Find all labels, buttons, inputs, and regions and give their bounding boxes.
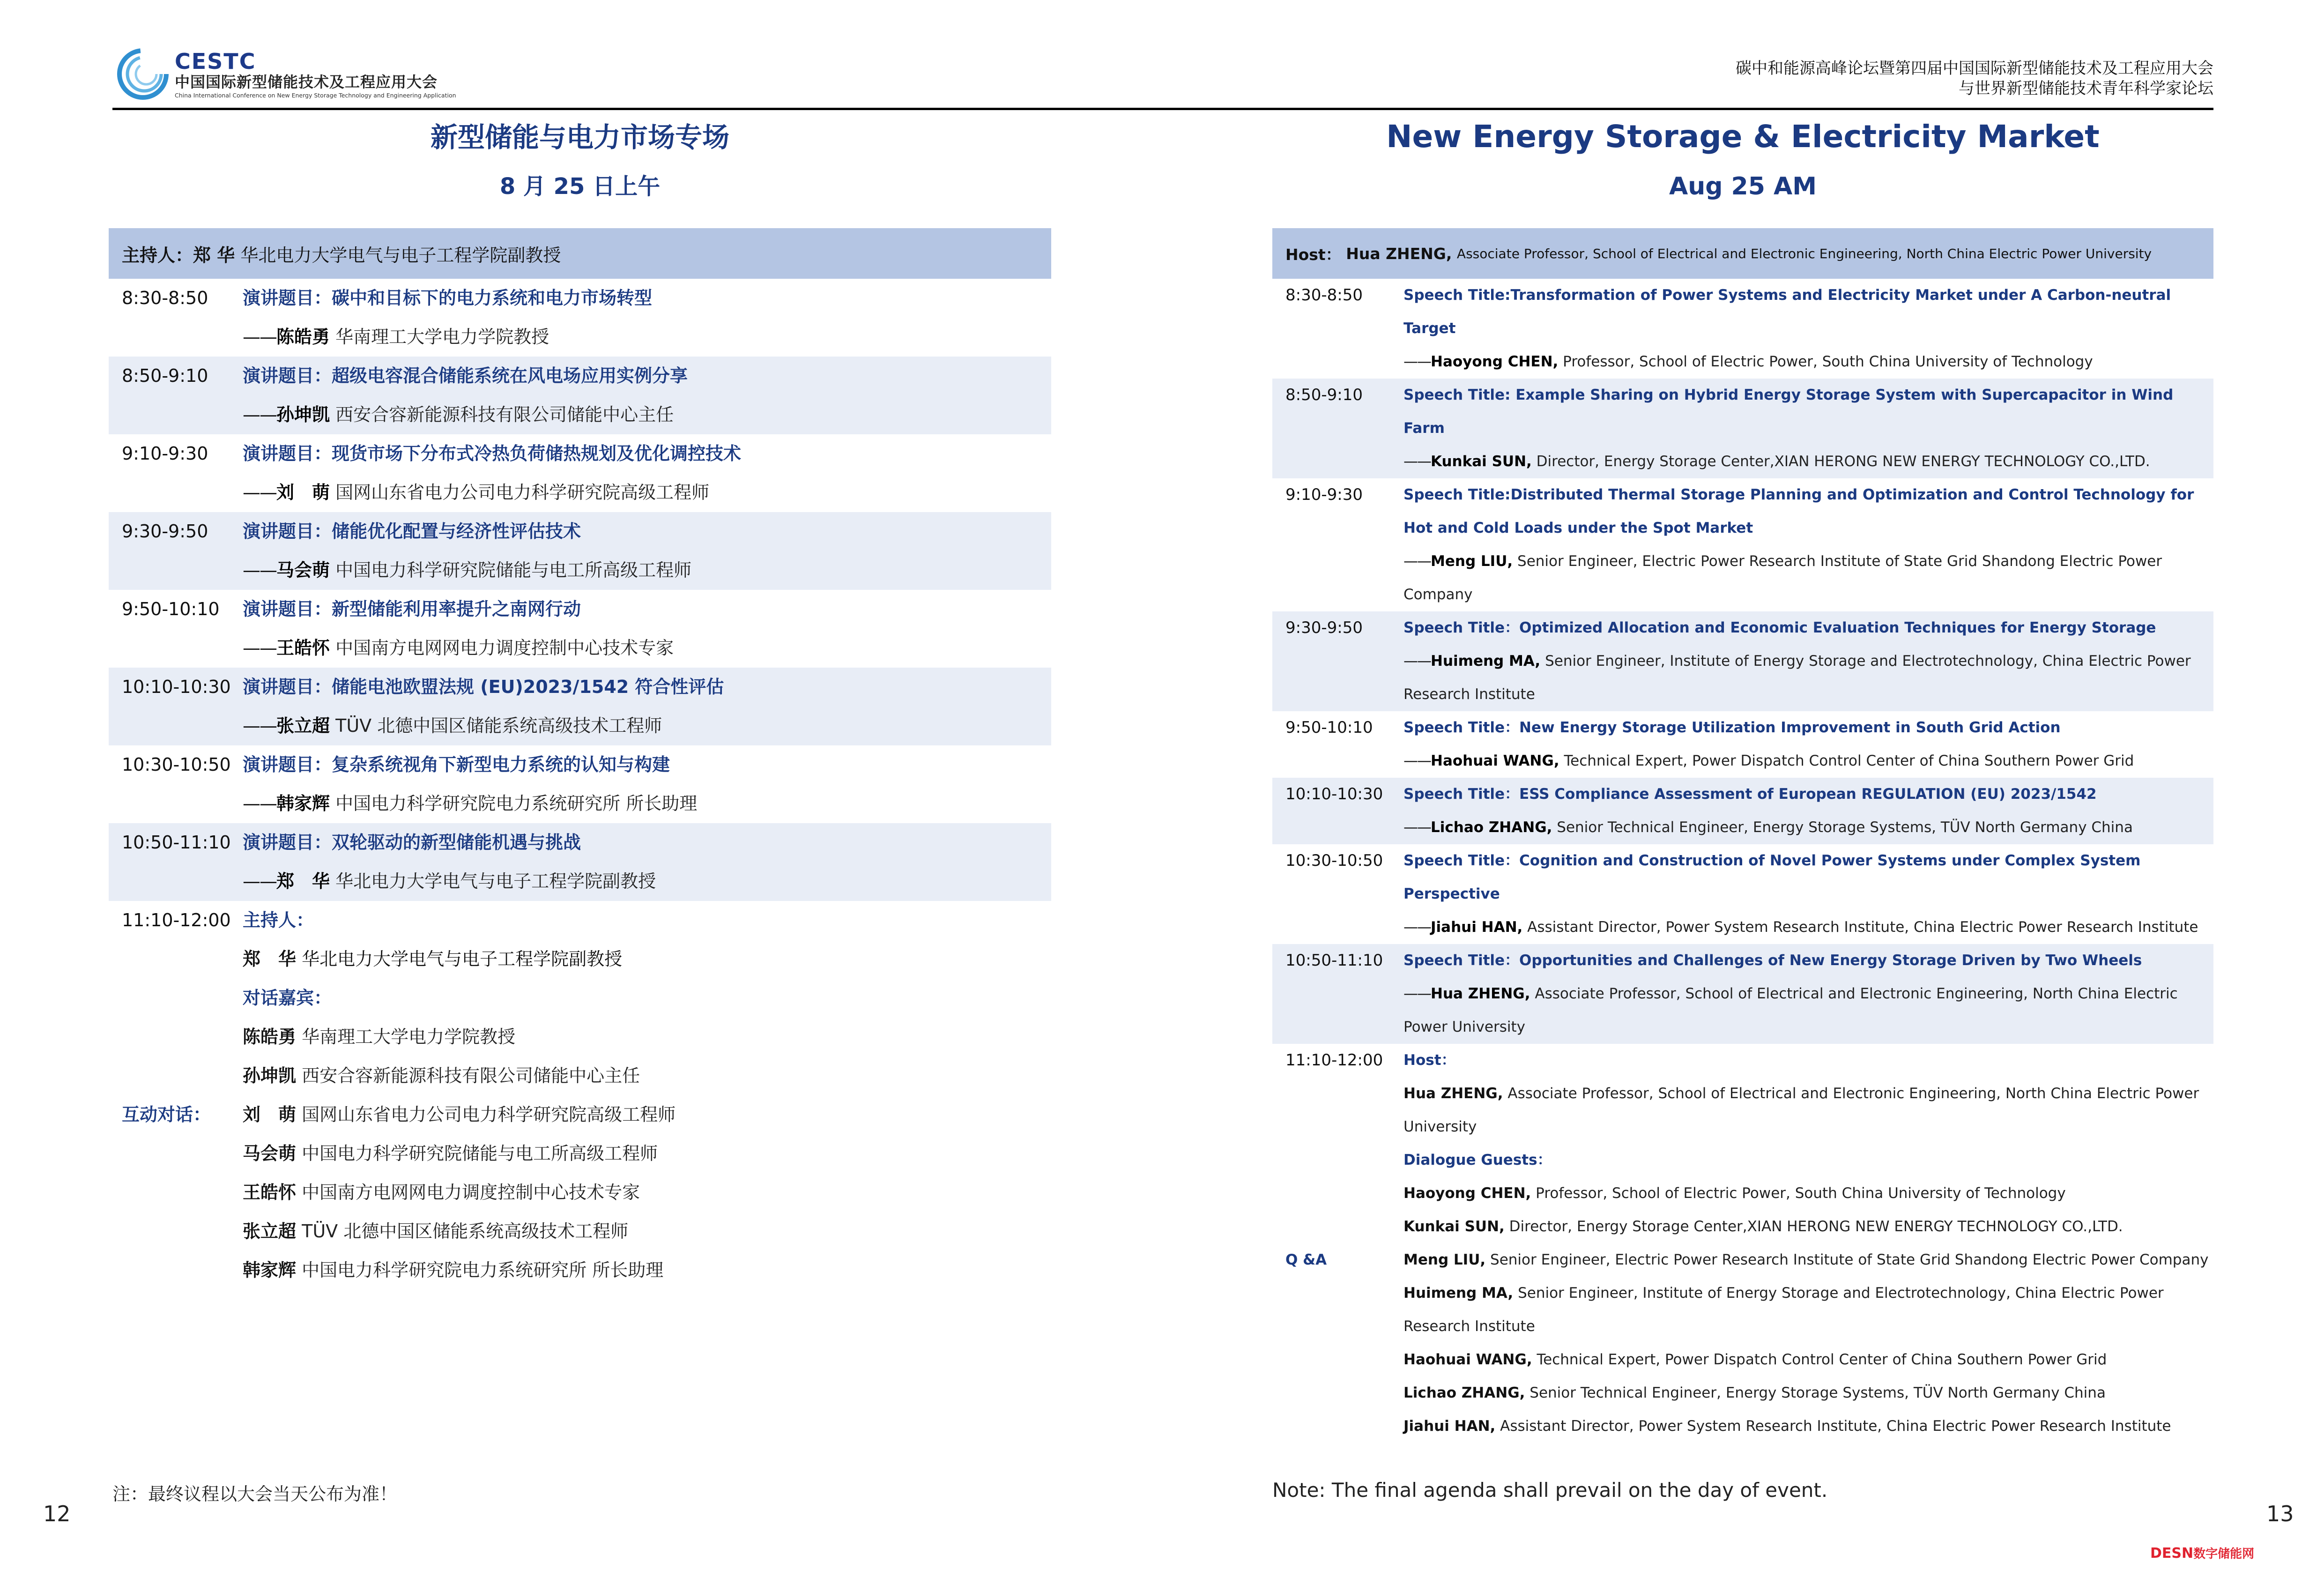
agenda-row [109,745,1051,823]
ring-logo-icon [117,48,169,100]
agenda-body-en [1403,711,2213,778]
right-agenda-table [1272,228,2213,1443]
guest-name: 陈皓勇 [243,1027,297,1047]
speech-title [243,434,1051,473]
panel-guest-en [1403,1376,2213,1410]
speaker-line-en [1403,911,2213,944]
dash: —— [243,560,276,580]
speech-title-text: 超级电容混合储能系统在风电场应用实例分享 [332,365,688,386]
panel-body-en [1403,1044,2213,1443]
agenda-body [243,745,1051,823]
speech-title [243,745,1051,784]
speaker-affiliation-en: Senior Engineer, Institute of Energy Storage and Electrotechnology, China Electric Power Research Institute [1403,653,2191,703]
speaker-name: 张立超 [276,715,330,736]
speaker-name-en: Lichao ZHANG, [1431,819,1552,836]
panel-host-affiliation-en: Associate Professor, School of Electrical and Electronic Engineering, North China Electric Power University [1403,1085,2199,1135]
speech-title-en: Speech Title：ESS Compliance Assessment of European REGULATION (EU) 2023/1542 [1403,786,2097,803]
host-label: 主持人： [122,245,193,266]
dash: —— [1403,819,1431,836]
host-bar [109,228,1051,279]
speaker-affiliation-en: Associate Professor, School of Electrical and Electronic Engineering, North China Electric Power University [1403,985,2178,1035]
speech-title-en: Speech Title：Cognition and Construction of Novel Power Systems under Complex System Perspective [1403,852,2141,902]
logo-acronym: CESTC [175,49,256,74]
speaker-name-en: Haoyong CHEN, [1431,353,1559,370]
guest-name-en: Haoyong CHEN, [1403,1185,1531,1202]
agenda-time-en: 8:50-9:10 [1285,386,1363,404]
logo-name-en: China International Conference on New Energy Storage Technology and Engineering Application [175,92,456,99]
speaker-line [243,862,1051,901]
agenda-row [109,279,1051,357]
panel-time-col-en [1272,1044,1403,1443]
speaker-name: 孙坤凯 [276,404,330,425]
right-page-date: Aug 25 AM [1669,172,1817,201]
speaker-line [243,551,1051,590]
speech-title [243,512,1051,551]
panel-guest-en [1403,1343,2213,1376]
speaker-line-en [1403,445,2213,478]
agenda-row-en [1272,778,2213,844]
speaker-affiliation: 中国南方电网网电力调度控制中心技术专家 [335,638,674,658]
right-page-number: 13 [2266,1501,2294,1526]
speech-label: 演讲题目： [243,443,332,464]
speaker-affiliation-en: Director, Energy Storage Center,XIAN HERONG NEW ENERGY TECHNOLOGY CO.,LTD. [1536,453,2150,470]
speech-label: 演讲题目： [243,365,332,386]
guest-name-en: Meng LIU, [1403,1251,1486,1268]
guest-affiliation-en: Assistant Director, Power System Research Institute, China Electric Power Research Institute [1500,1418,2171,1435]
speaker-name-en: Meng LIU, [1431,553,1513,570]
guest-affiliation: 中国电力科学研究院储能与电工所高级工程师 [302,1143,658,1164]
event-name-line2: 与世界新型储能技术青年科学家论坛 [1959,79,2213,98]
speaker-affiliation-en: Technical Expert, Power Dispatch Control Center of China Southern Power Grid [1564,752,2134,769]
left-agenda-table [109,228,1051,1290]
speech-title-text: 储能优化配置与经济性评估技术 [332,521,581,542]
speaker-affiliation: 国网山东省电力公司电力科学研究院高级工程师 [335,482,710,503]
logo-name-cn: 中国国际新型储能技术及工程应用大会 [175,73,438,91]
speech-label: 演讲题目： [243,599,332,619]
panel-guest-en [1403,1410,2213,1443]
agenda-body-en [1403,778,2213,844]
guest-affiliation-en: Director, Energy Storage Center,XIAN HERONG NEW ENERGY TECHNOLOGY CO.,LTD. [1509,1218,2123,1235]
panel-host [243,940,1051,979]
speech-label: 演讲题目： [243,288,332,308]
host-affiliation-en: Associate Professor, School of Electrical and Electronic Engineering, North China Electric Power University [1456,245,2152,261]
panel-guest [243,1173,1051,1212]
watermark-logo: DESN数字储能网 [2150,1545,2255,1562]
speaker-affiliation: 中国电力科学研究院电力系统研究所 所长助理 [335,793,698,814]
speaker-line [243,395,1051,434]
guest-name: 马会萌 [243,1143,297,1164]
header-divider [112,108,2213,110]
panel-host-en [1403,1077,2213,1144]
speech-label: 演讲题目： [243,521,332,542]
panel-guest [243,1134,1051,1173]
guest-affiliation: 国网山东省电力公司电力科学研究院高级工程师 [302,1104,676,1125]
speaker-name-en: Haohuai WANG, [1431,752,1559,769]
event-name [1736,59,2213,99]
speaker-name: 陈皓勇 [276,327,330,347]
dash: —— [1403,353,1431,370]
guest-name-en: Huimeng MA, [1403,1285,1514,1302]
guest-affiliation-en: Professor, School of Electric Power, South China University of Technology [1536,1185,2066,1202]
panel-row-en [1272,1044,2213,1443]
guest-affiliation: 中国南方电网网电力调度控制中心技术专家 [302,1182,640,1203]
agenda-row [109,512,1051,590]
guest-name: 刘 萌 [243,1104,297,1125]
speech-title-en: Speech Title:Transformation of Power Systems and Electricity Market under A Carbon-neutral Target [1403,287,2171,337]
guest-name-en: Kunkai SUN, [1403,1218,1505,1235]
speaker-line [243,784,1051,823]
agenda-body [243,823,1051,901]
agenda-body-en [1403,478,2213,611]
panel-guest [243,1056,1051,1095]
speech-label: 演讲题目： [243,832,332,853]
speaker-line [243,473,1051,512]
speech-title-en: Speech Title:Distributed Thermal Storage Planning and Optimization and Control Technology for Hot and Cold Loads under the Spot Market [1403,486,2194,536]
speaker-name-en: Huimeng MA, [1431,653,1541,669]
speaker-line-en [1403,545,2213,611]
speech-title-text: 复杂系统视角下新型电力系统的认知与构建 [332,754,670,775]
host-name-en: Hua ZHENG, [1346,244,1452,263]
dash: —— [1403,919,1431,936]
guest-name-en: Jiahui HAN, [1403,1418,1496,1435]
agenda-time-en: 10:10-10:30 [1285,785,1383,803]
speech-title-text: 现货市场下分布式冷热负荷储热规划及优化调控技术 [332,443,742,464]
guest-affiliation-en: Senior Technical Engineer, Energy Storage Systems, TÜV North Germany China [1530,1384,2106,1401]
speaker-name: 郑 华 [276,871,330,892]
agenda-body-en [1403,844,2213,944]
speaker-name: 马会萌 [276,560,330,580]
speaker-affiliation-en: Senior Technical Engineer, Energy Storage Systems, TÜV North Germany China [1557,819,2133,836]
panel-host-label-en: Host： [1403,1052,1456,1069]
agenda-body [243,357,1051,434]
dash: —— [243,327,276,347]
agenda-row-en [1272,944,2213,1044]
agenda-body [243,512,1051,590]
host-label-en: Host： [1285,245,1341,264]
agenda-time: 8:50-9:10 [122,365,208,386]
left-page-number: 12 [43,1501,71,1526]
host-name: 郑 华 [193,245,235,266]
speech-title-text: 新型储能利用率提升之南网行动 [332,599,581,619]
panel-body [243,901,1051,1290]
speaker-name: 王皓怀 [276,638,330,658]
speaker-affiliation: 中国电力科学研究院储能与电工所高级工程师 [335,560,692,580]
panel-guest-en [1403,1177,2213,1210]
speaker-name-en: Hua ZHENG, [1431,985,1530,1002]
agenda-body [243,668,1051,745]
panel-row [109,901,1051,1290]
dash: —— [1403,453,1431,470]
agenda-row [109,434,1051,512]
speaker-line-en [1403,744,2213,778]
guest-name: 韩家辉 [243,1260,297,1280]
guest-name: 孙坤凯 [243,1065,297,1086]
speech-title [243,357,1051,395]
dash: —— [243,715,276,736]
panel-host-name: 郑 华 [243,949,297,969]
speaker-line-en [1403,811,2213,844]
agenda-time-en: 10:50-11:10 [1285,951,1383,970]
guest-affiliation: 中国电力科学研究院电力系统研究所 所长助理 [302,1260,664,1280]
speech-title [243,668,1051,707]
dash: —— [1403,553,1431,570]
dash: —— [243,793,276,814]
panel-guest [243,1018,1051,1056]
dash: —— [243,404,276,425]
agenda-time: 8:30-8:50 [122,288,208,308]
agenda-row-en [1272,611,2213,711]
dash: —— [243,638,276,658]
agenda-body-en [1403,379,2213,478]
agenda-row [109,823,1051,901]
agenda-time-en: 9:30-9:50 [1285,618,1363,637]
speaker-name: 韩家辉 [276,793,330,814]
agenda-time: 10:50-11:10 [122,832,231,853]
agenda-time: 9:30-9:50 [122,521,208,542]
panel-guests-label: 对话嘉宾： [243,988,332,1008]
speaker-name-en: Kunkai SUN, [1431,453,1532,470]
panel-guest [243,1095,1051,1134]
speaker-affiliation-en: Professor, School of Electric Power, South China University of Technology [1563,353,2093,370]
speaker-affiliation-en: Senior Engineer, Electric Power Research Institute of State Grid Shandong Electric Power Company [1403,553,2162,603]
panel-host-label: 主持人： [243,910,314,930]
guest-affiliation-en: Senior Engineer, Institute of Energy Storage and Electrotechnology, China Electric Power Research Institute [1403,1285,2164,1335]
speech-title-en: Speech Title: Example Sharing on Hybrid Energy Storage System with Supercapacitor in Wind Farm [1403,387,2174,437]
speaker-affiliation: TÜV 北德中国区储能系统高级技术工程师 [335,715,662,736]
agenda-row [109,590,1051,668]
agenda-body-en [1403,279,2213,379]
speaker-line [243,707,1051,745]
guest-name: 张立超 [243,1221,297,1242]
agenda-body [243,434,1051,512]
guest-name-en: Lichao ZHANG, [1403,1384,1525,1401]
speech-label: 演讲题目： [243,677,332,697]
guest-affiliation-en: Technical Expert, Power Dispatch Control Center of China Southern Power Grid [1537,1351,2107,1368]
qa-label-en: Q &A [1285,1251,1327,1268]
panel-guest-en [1403,1210,2213,1243]
guest-affiliation: 西安合容新能源科技有限公司储能中心主任 [302,1065,640,1086]
speech-label: 演讲题目： [243,754,332,775]
guest-affiliation: 华南理工大学电力学院教授 [302,1027,516,1047]
speaker-name-en: Jiahui HAN, [1431,919,1523,936]
speaker-affiliation: 华南理工大学电力学院教授 [335,327,549,347]
agenda-time-en: 9:50-10:10 [1285,718,1373,737]
right-page-title: New Energy Storage & Electricity Market [1386,119,2100,155]
speech-title-en: Speech Title：Opportunities and Challenges of New Energy Storage Driven by Two Wheels [1403,952,2142,969]
agenda-time: 9:10-9:30 [122,443,208,464]
panel-host-affiliation: 华北电力大学电气与电子工程学院副教授 [302,949,623,969]
speaker-affiliation-en: Assistant Director, Power System Research Institute, China Electric Power Research Institute [1527,919,2198,936]
agenda-body [243,279,1051,357]
speech-title [243,590,1051,629]
agenda-time-en: 9:10-9:30 [1285,485,1363,504]
dash: —— [243,871,276,892]
speaker-line-en [1403,645,2213,711]
host-bar-en [1272,228,2213,279]
panel-guest [243,1212,1051,1251]
agenda-body [243,590,1051,668]
dash: —— [243,482,276,503]
panel-time-en: 11:10-12:00 [1285,1051,1383,1070]
speaker-line-en [1403,977,2213,1044]
agenda-row-en [1272,478,2213,611]
agenda-row-en [1272,711,2213,778]
panel-guest-en [1403,1277,2213,1343]
agenda-time-en: 10:30-10:50 [1285,851,1383,870]
right-footnote: Note: The final agenda shall prevail on the day of event. [1272,1479,1828,1502]
guest-affiliation: TÜV 北德中国区储能系统高级技术工程师 [302,1221,629,1242]
speaker-name: 刘 萌 [276,482,330,503]
agenda-time: 10:30-10:50 [122,754,231,775]
panel-guest [243,1251,1051,1290]
speech-title-text: 双轮驱动的新型储能机遇与挑战 [332,832,581,853]
dash: —— [1403,653,1431,669]
panel-time-col [109,901,243,1290]
panel-host-name-en: Hua ZHENG, [1403,1085,1503,1102]
guest-name: 王皓怀 [243,1182,297,1203]
guest-name-en: Haohuai WANG, [1403,1351,1532,1368]
qa-label: 互动对话： [122,1104,211,1125]
dash: —— [1403,752,1431,769]
left-footnote: 注：最终议程以大会当天公布为准！ [112,1484,398,1504]
speech-title-text: 储能电池欧盟法规 (EU)2023/1542 符合性评估 [332,677,724,697]
panel-guests-label-en: Dialogue Guests： [1403,1152,1552,1168]
speech-title-text: 碳中和目标下的电力系统和电力市场转型 [332,288,653,308]
agenda-body-en [1403,944,2213,1044]
agenda-time-en: 8:30-8:50 [1285,286,1363,305]
dash: —— [1403,985,1431,1002]
agenda-row [109,357,1051,434]
speech-title-en: Speech Title：New Energy Storage Utilization Improvement in South Grid Action [1403,719,2061,736]
left-page-date: 8 月 25 日上午 [499,173,661,200]
speaker-line [243,318,1051,357]
guest-affiliation-en: Senior Engineer, Electric Power Research Institute of State Grid Shandong Electric Power Company [1490,1251,2209,1268]
panel-time: 11:10-12:00 [122,910,231,930]
speech-title-en: Speech Title：Optimized Allocation and Economic Evaluation Techniques for Energy Storage [1403,619,2156,636]
conference-logo [115,45,456,105]
agenda-row-en [1272,379,2213,478]
left-page-title: 新型储能与电力市场专场 [430,121,729,153]
agenda-row [109,668,1051,745]
agenda-time: 10:10-10:30 [122,677,231,697]
agenda-body-en [1403,611,2213,711]
speaker-affiliation: 西安合容新能源科技有限公司储能中心主任 [335,404,674,425]
agenda-time: 9:50-10:10 [122,599,220,619]
host-affiliation: 华北电力大学电气与电子工程学院副教授 [240,245,561,266]
agenda-row-en [1272,279,2213,379]
event-name-line1: 碳中和能源高峰论坛暨第四届中国国际新型储能技术及工程应用大会 [1736,59,2213,78]
speaker-line-en [1403,345,2213,379]
panel-guest-en [1403,1243,2213,1277]
speaker-affiliation: 华北电力大学电气与电子工程学院副教授 [335,871,656,892]
speaker-line [243,629,1051,668]
speech-title [243,823,1051,862]
speech-title [243,279,1051,318]
agenda-row-en [1272,844,2213,944]
